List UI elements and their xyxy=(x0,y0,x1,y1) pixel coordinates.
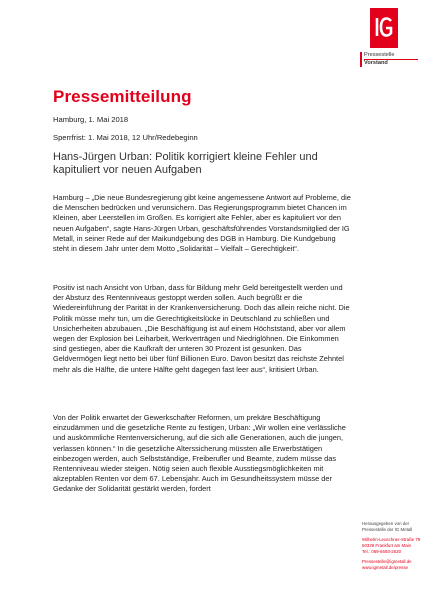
publisher-footer xyxy=(362,521,422,571)
embargo-note: Sperrfrist: 1. Mai 2018, 12 Uhr/Redebeginn xyxy=(53,133,198,142)
document-title: Pressemitteilung xyxy=(53,87,192,106)
igmetall-emblem-icon xyxy=(373,15,395,41)
logo-line-pressestelle: Pressestelle xyxy=(364,52,395,58)
footer-publisher-2: Pressestelle der IG Metall xyxy=(362,527,413,532)
footer-address-1: Wilhelm-Leuschner-Straße 79 xyxy=(362,537,421,542)
body-paragraph-3: Von der Politik erwartet der Gewerkschafter Reformen, um prekäre Beschäftigung einzudämmen und die gesetzliche Rente zu festigen, Urban: „Wir wollen eine verlässliche und auskömmliche Rentenversicherung, auf die sich alle Generationen, auch die jungen, verlassen können.“ In die gesetzliche Alterssicherung müssten alle Erwerbstätigen einbezogen werden, auch Selbstständige, Freiberufler und Beamte, zudem müsse das Rentenniveau wieder steigen. Nötig seien auch flexible Ausstiegsmöglichkeiten mit akzeptablen Renten vor dem 67. Lebensjahr. Auch im Gesundheitssystem müsse der Gedanke der Solidarität gestärkt werden, fordert xyxy=(53,413,346,494)
footer-web-link[interactable]: www.igmetall.de/presse xyxy=(362,565,409,570)
logo-mark xyxy=(370,8,398,48)
footer-phone: Tel.: 069-6693-2630 xyxy=(362,549,402,554)
logo-line-vorstand: Vorstand xyxy=(364,59,418,67)
logo-caption xyxy=(360,52,418,67)
igmetall-logo xyxy=(360,8,422,67)
footer-address-2: 60329 Frankfurt am Main xyxy=(362,543,412,548)
place-date: Hamburg, 1. Mai 2018 xyxy=(53,115,129,124)
body-paragraph-2: Positiv ist nach Ansicht von Urban, dass für Bildung mehr Geld bereitgestellt werden und der Absturz des Rentenniveaus gestoppt werden sollen. Auch begrüßt er die Wiedereinführung der Parität in der Krankenversicherung. Doch das allein reiche nicht. Die Politik müsse mehr tun, um die Gerechtigkeitslücke in Deutschland zu schließen und Unsicherheiten abzubauen. „Die Beschäftigung ist auf einem Höchststand, aber vor allem wegen der Explosion bei Leiharbeit, Werkverträgen und Niedriglöhnen. Die Einkommen sind gestiegen, aber die Kaufkraft der unteren 30 Prozent ist gesunken. Das Geldvermögen liegt netto bei über fünf Billionen Euro. Davon besitzt das reichste Zehntel mehr als die Hälfte, die untere Hälfte geht dagegen fast leer aus“, kritisiert Urban. xyxy=(53,283,350,374)
footer-email-link[interactable]: Pressestelle@igmetall.de xyxy=(362,559,412,564)
body-paragraph-1: Hamburg – „Die neue Bundesregierung gibt keine angemessene Antwort auf Probleme, die die Menschen bedrücken und verunsichern. Das Regierungsprogramm bietet Chancen im Kleinen, aber Leerstellen im Großen. Es korrigiert alte Fehler, aber es kapituliert vor den neuen Aufgaben“, sagte Hans-Jürgen Urban, geschäftsführendes Vorstandsmitglied der IG Metall, in seiner Rede auf der Maikundgebung des DGB in Hamburg. Die Kundgebung steht in diesem Jahr unter dem Motto „Solidarität – Vielfalt – Gerechtigkeit“. xyxy=(53,193,351,254)
press-headline: Hans-Jürgen Urban: Politik korrigiert kleine Fehler und kapituliert vor neuen Aufgaben xyxy=(53,151,318,176)
footer-publisher-1: Herausgegeben von der xyxy=(362,521,410,526)
